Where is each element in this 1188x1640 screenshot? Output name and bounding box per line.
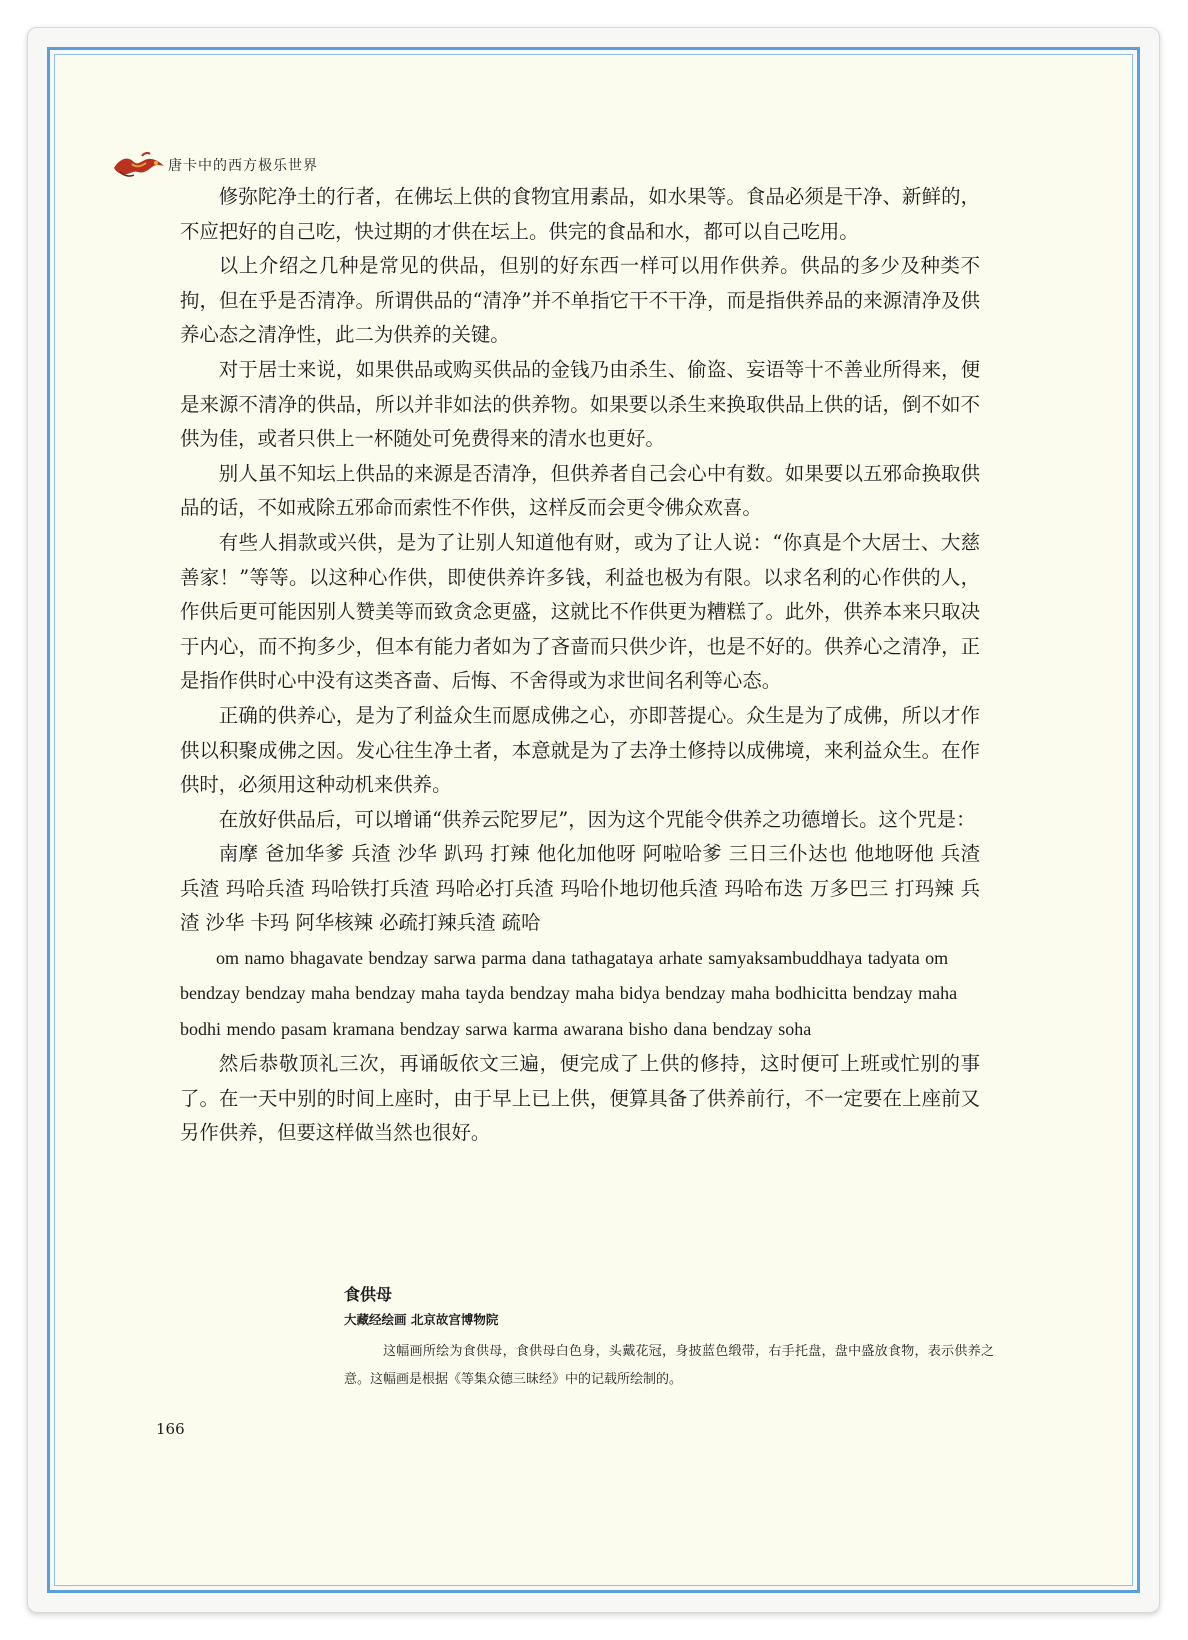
paragraph: 修弥陀净土的行者，在佛坛上供的食物宜用素品，如水果等。食品必须是干净、新鲜的，不应把好的自己吃，快过期的才供在坛上。供完的食品和水，都可以自己吃用。 <box>180 185 980 243</box>
page-number: 166 <box>156 1420 185 1438</box>
paragraph: 以上介绍之几种是常见的供品，但别的好东西一样可以用作供养。供品的多少及种类不拘，但在乎是否清净。所谓供品的“清净”并不单指它干不干净，而是指供养品的来源清净及供养心态之清净性，此二为供养的关键。 <box>180 254 980 347</box>
paragraph: 正确的供养心，是为了利益众生而愿成佛之心，亦即菩提心。众生是为了成佛，所以才作供以积聚成佛之因。发心往生净土者，本意就是为了去净土修持以成佛境，来利益众生。在作供时，必须用这种动机来供养。 <box>180 703 980 797</box>
paragraph: 有些人捐款或兴供，是为了让别人知道他有财，或为了让人说：“你真是个大居士、大慈善家！”等等。以这种心作供，即使供养许多钱，利益也极为有限。以求名利的心作供的人，作供后更可能因别人赞美等而致贪念更盛，这就比不作供更为糟糕了。此外，供养本来只取决于内心，而不拘多少，但本有能力者如为了吝啬而只供少许，也是不好的。供养心之清净，正是指作供时心中没有这类吝啬、后悔、不舍得或为求世间名利等心态。 <box>180 530 980 693</box>
dragon-logo-icon <box>112 150 166 180</box>
caption-description: 这幅画所绘为食供母，食供母白色身，头戴花冠，身披蓝色缎带，右手托盘，盘中盛放食物，表示供养之意。这幅画是根据《等集众德三昧经》中的记载所绘制的。 <box>344 1344 994 1387</box>
figure-caption <box>344 1284 994 1394</box>
header-title: 唐卡中的西方极乐世界 <box>168 158 318 174</box>
closing-paragraph: 然后恭敬顶礼三次，再诵皈依文三遍，便完成了上供的修持，这时便可上班或忙别的事了。在一天中别的时间上座时，由于早上已上供，便算具备了供养前行，不一定要在上座前又另作供养，但要这样做当然也很好。 <box>180 1051 980 1145</box>
running-header <box>112 150 318 180</box>
mantra-latin: om namo bhagavate bendzay sarwa parma dana tathagataya arhate samyaksambuddhaya tadyata om bendzay bendzay maha bendzay maha tayda bendzay maha bidya bendzay maha bodhicitta bendzay maha bodhi mendo pasam kramana bendzay sarwa karma awarana bisho dana bendzay soha <box>180 948 958 1039</box>
caption-source: 大藏经绘画 北京故宫博物院 <box>344 1312 499 1327</box>
paragraph: 在放好供品后，可以增诵“供养云陀罗尼”，因为这个咒能令供养之功德增长。这个咒是： <box>218 807 976 831</box>
mantra-chinese: 南摩 爸加华爹 兵渣 沙华 趴玛 打辣 他化加他呀 阿啦哈爹 三日三仆达也 他地呀他 兵渣 兵渣 玛哈兵渣 玛哈铁打兵渣 玛哈必打兵渣 玛哈仆地切他兵渣 玛哈布迭 万多巴三 打玛辣 兵渣 沙华 卡玛 阿华核辣 必疏打辣兵渣 疏哈 <box>180 842 980 935</box>
caption-title: 食供母 <box>344 1285 393 1304</box>
paragraph: 别人虽不知坛上供品的来源是否清净，但供养者自己会心中有数。如果要以五邪命换取供品的话，不如戒除五邪命而索性不作供，这样反而会更令佛众欢喜。 <box>180 461 980 520</box>
main-text <box>180 180 980 1151</box>
paragraph: 对于居士来说，如果供品或购买供品的金钱乃由杀生、偷盗、妄语等十不善业所得来，便是来源不清净的供品，所以并非如法的供养物。如果要以杀生来换取供品上供的话，倒不如不供为佳，或者只供上一杯随处可免费得来的清水也更好。 <box>180 357 980 451</box>
